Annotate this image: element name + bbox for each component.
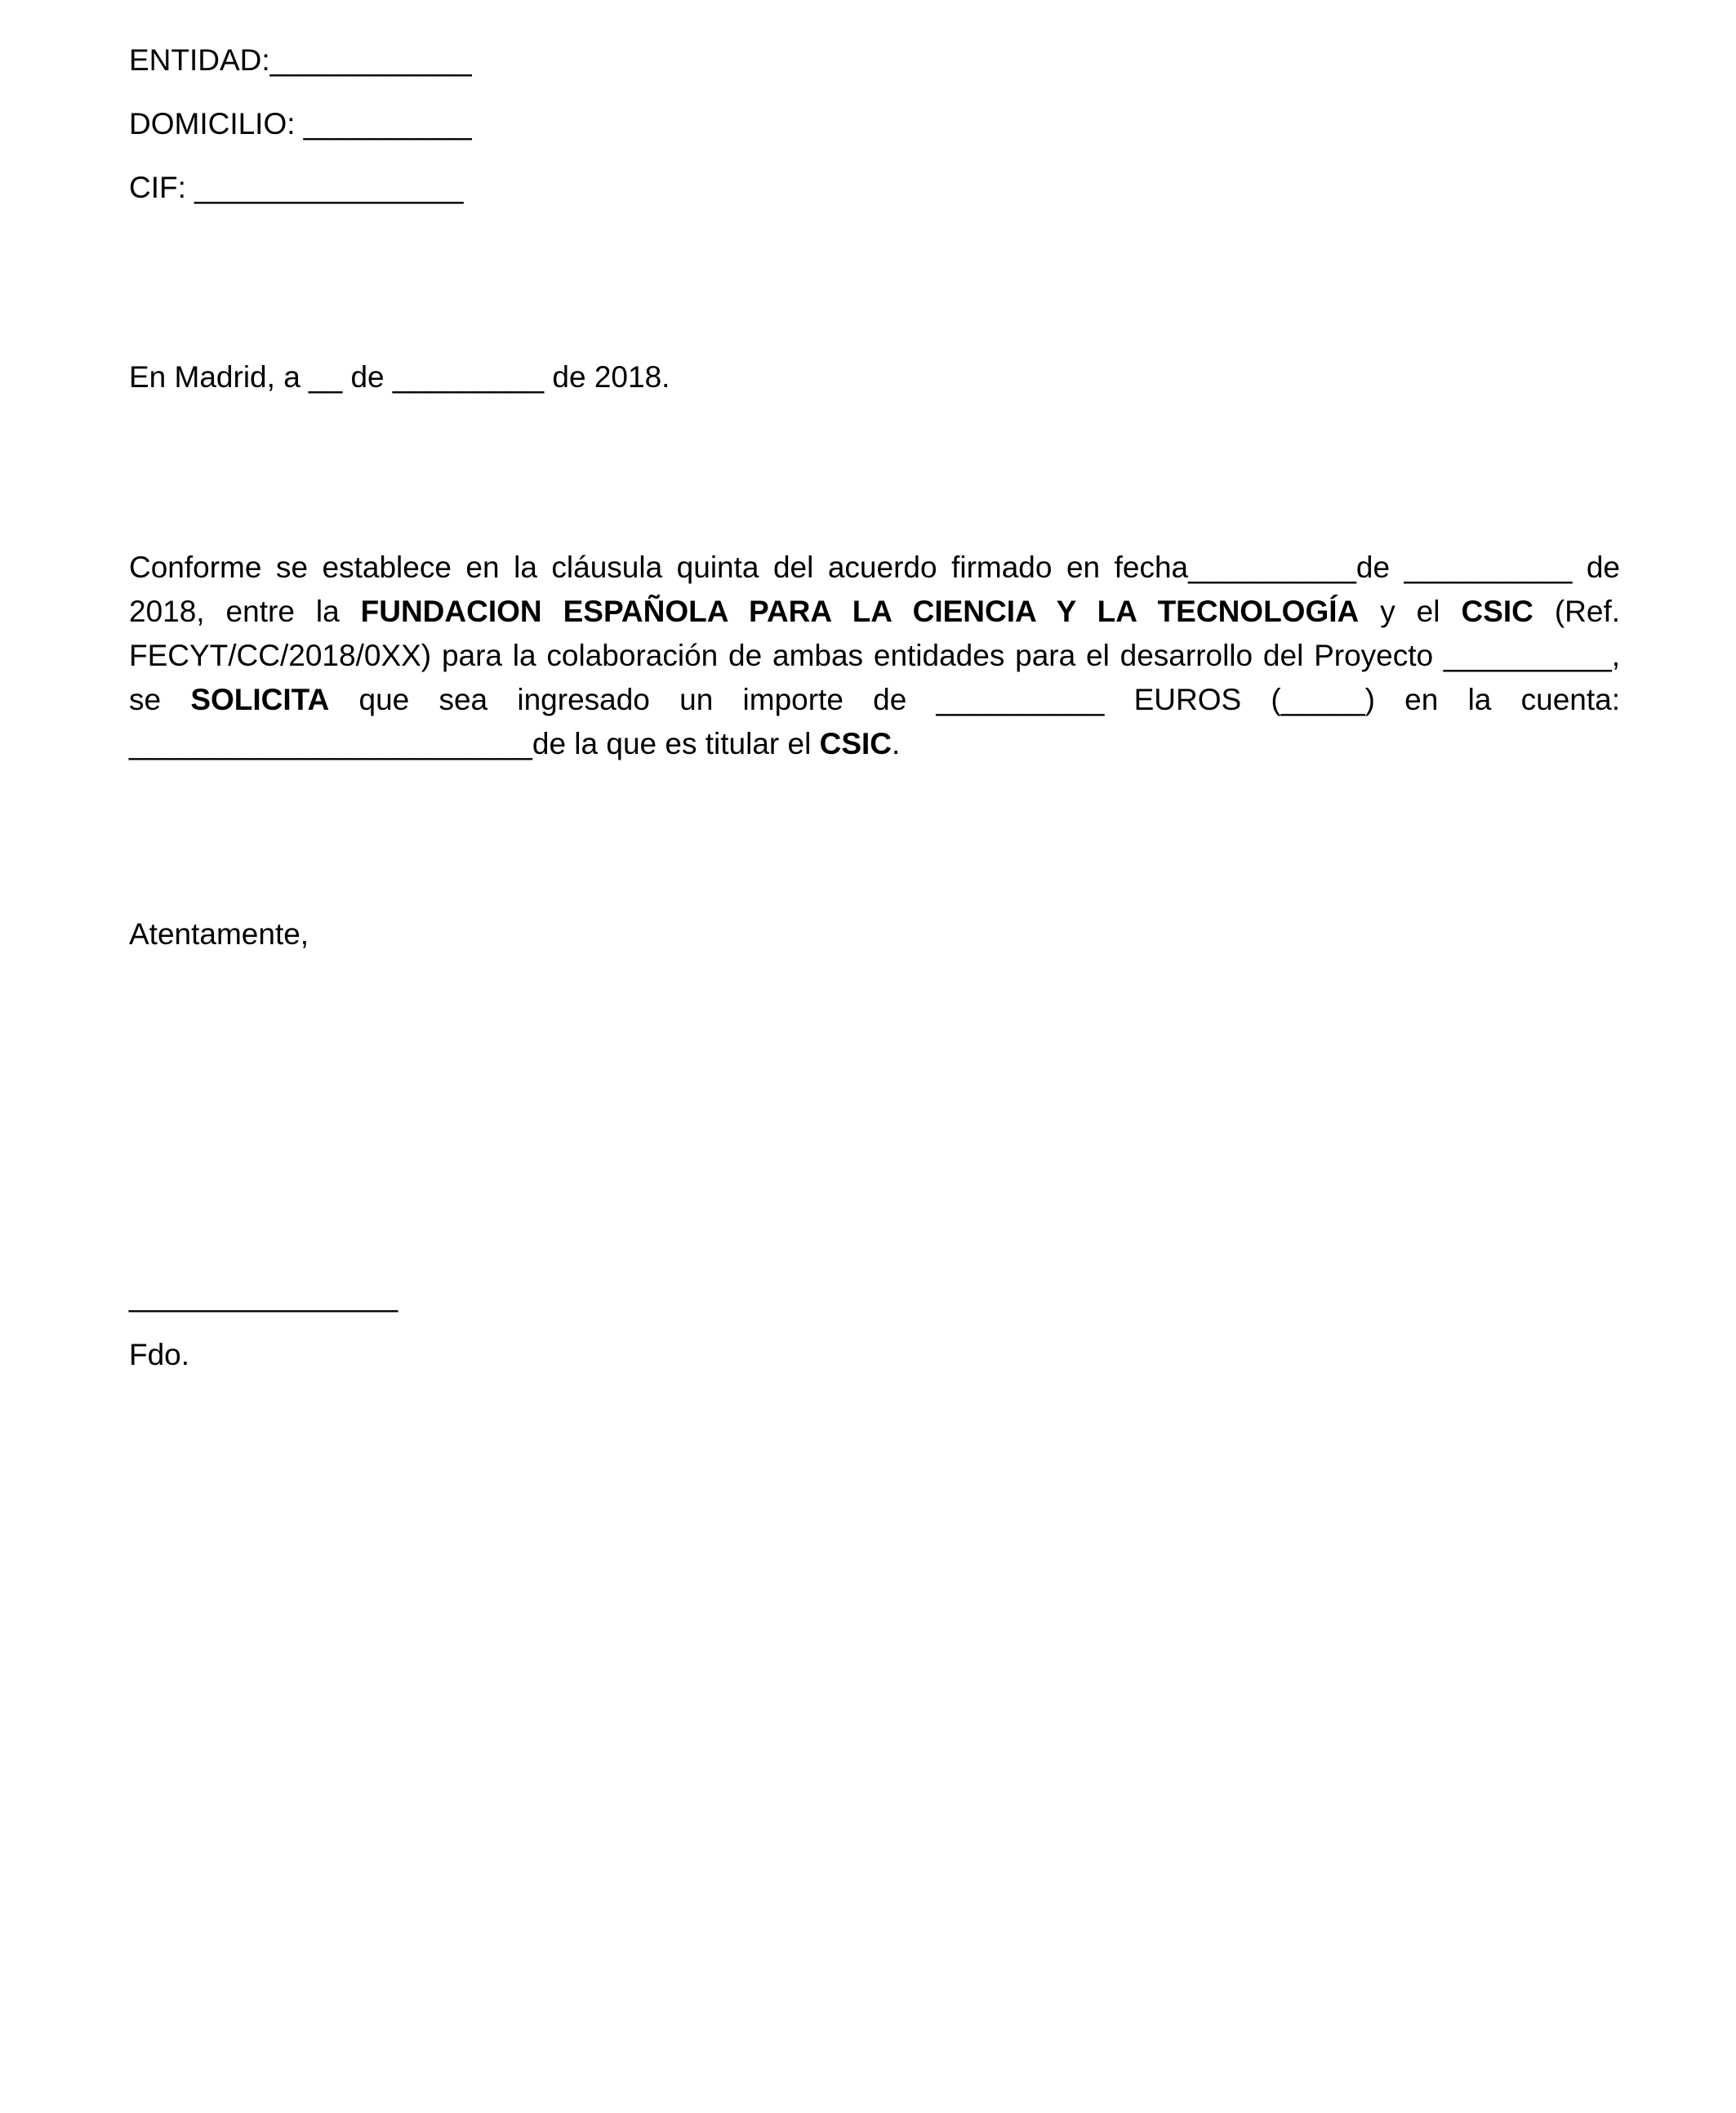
paragraph-text: y el bbox=[1359, 595, 1462, 628]
cif-field: CIF: ________________ bbox=[129, 171, 464, 204]
paragraph-text: Conforme se establece en la cláusula quinta del acuerdo firmado en fecha__________de __________ de 2018, entre la bbox=[129, 551, 1620, 628]
signature-line: ________________ bbox=[129, 1279, 398, 1313]
closing-text: Atentamente, bbox=[129, 917, 309, 951]
entidad-field: ENTIDAD:____________ bbox=[129, 43, 472, 77]
csic-name: CSIC bbox=[1461, 595, 1533, 628]
paragraph-text: que sea ingresado un importe de __________ EUROS (_____) en la cuenta: ________________________de la que es titular el bbox=[129, 683, 1620, 760]
signature-label: Fdo. bbox=[129, 1338, 190, 1371]
date-line: En Madrid, a __ de _________ de 2018. bbox=[129, 360, 670, 394]
request-paragraph bbox=[129, 546, 1620, 766]
domicilio-field: DOMICILIO: __________ bbox=[129, 107, 472, 140]
csic-name: CSIC bbox=[819, 727, 892, 760]
paragraph-text: . bbox=[892, 727, 901, 760]
solicita-keyword: SOLICITA bbox=[190, 683, 330, 716]
paragraph-text: (Ref. FECYT/CC/2018/0XX) para la colaboración de ambas entidades para el desarrollo del Proyecto __________, se bbox=[129, 595, 1621, 716]
fecyt-name: FUNDACION ESPAÑOLA PARA LA CIENCIA Y LA TECNOLOGÍA bbox=[360, 595, 1360, 628]
